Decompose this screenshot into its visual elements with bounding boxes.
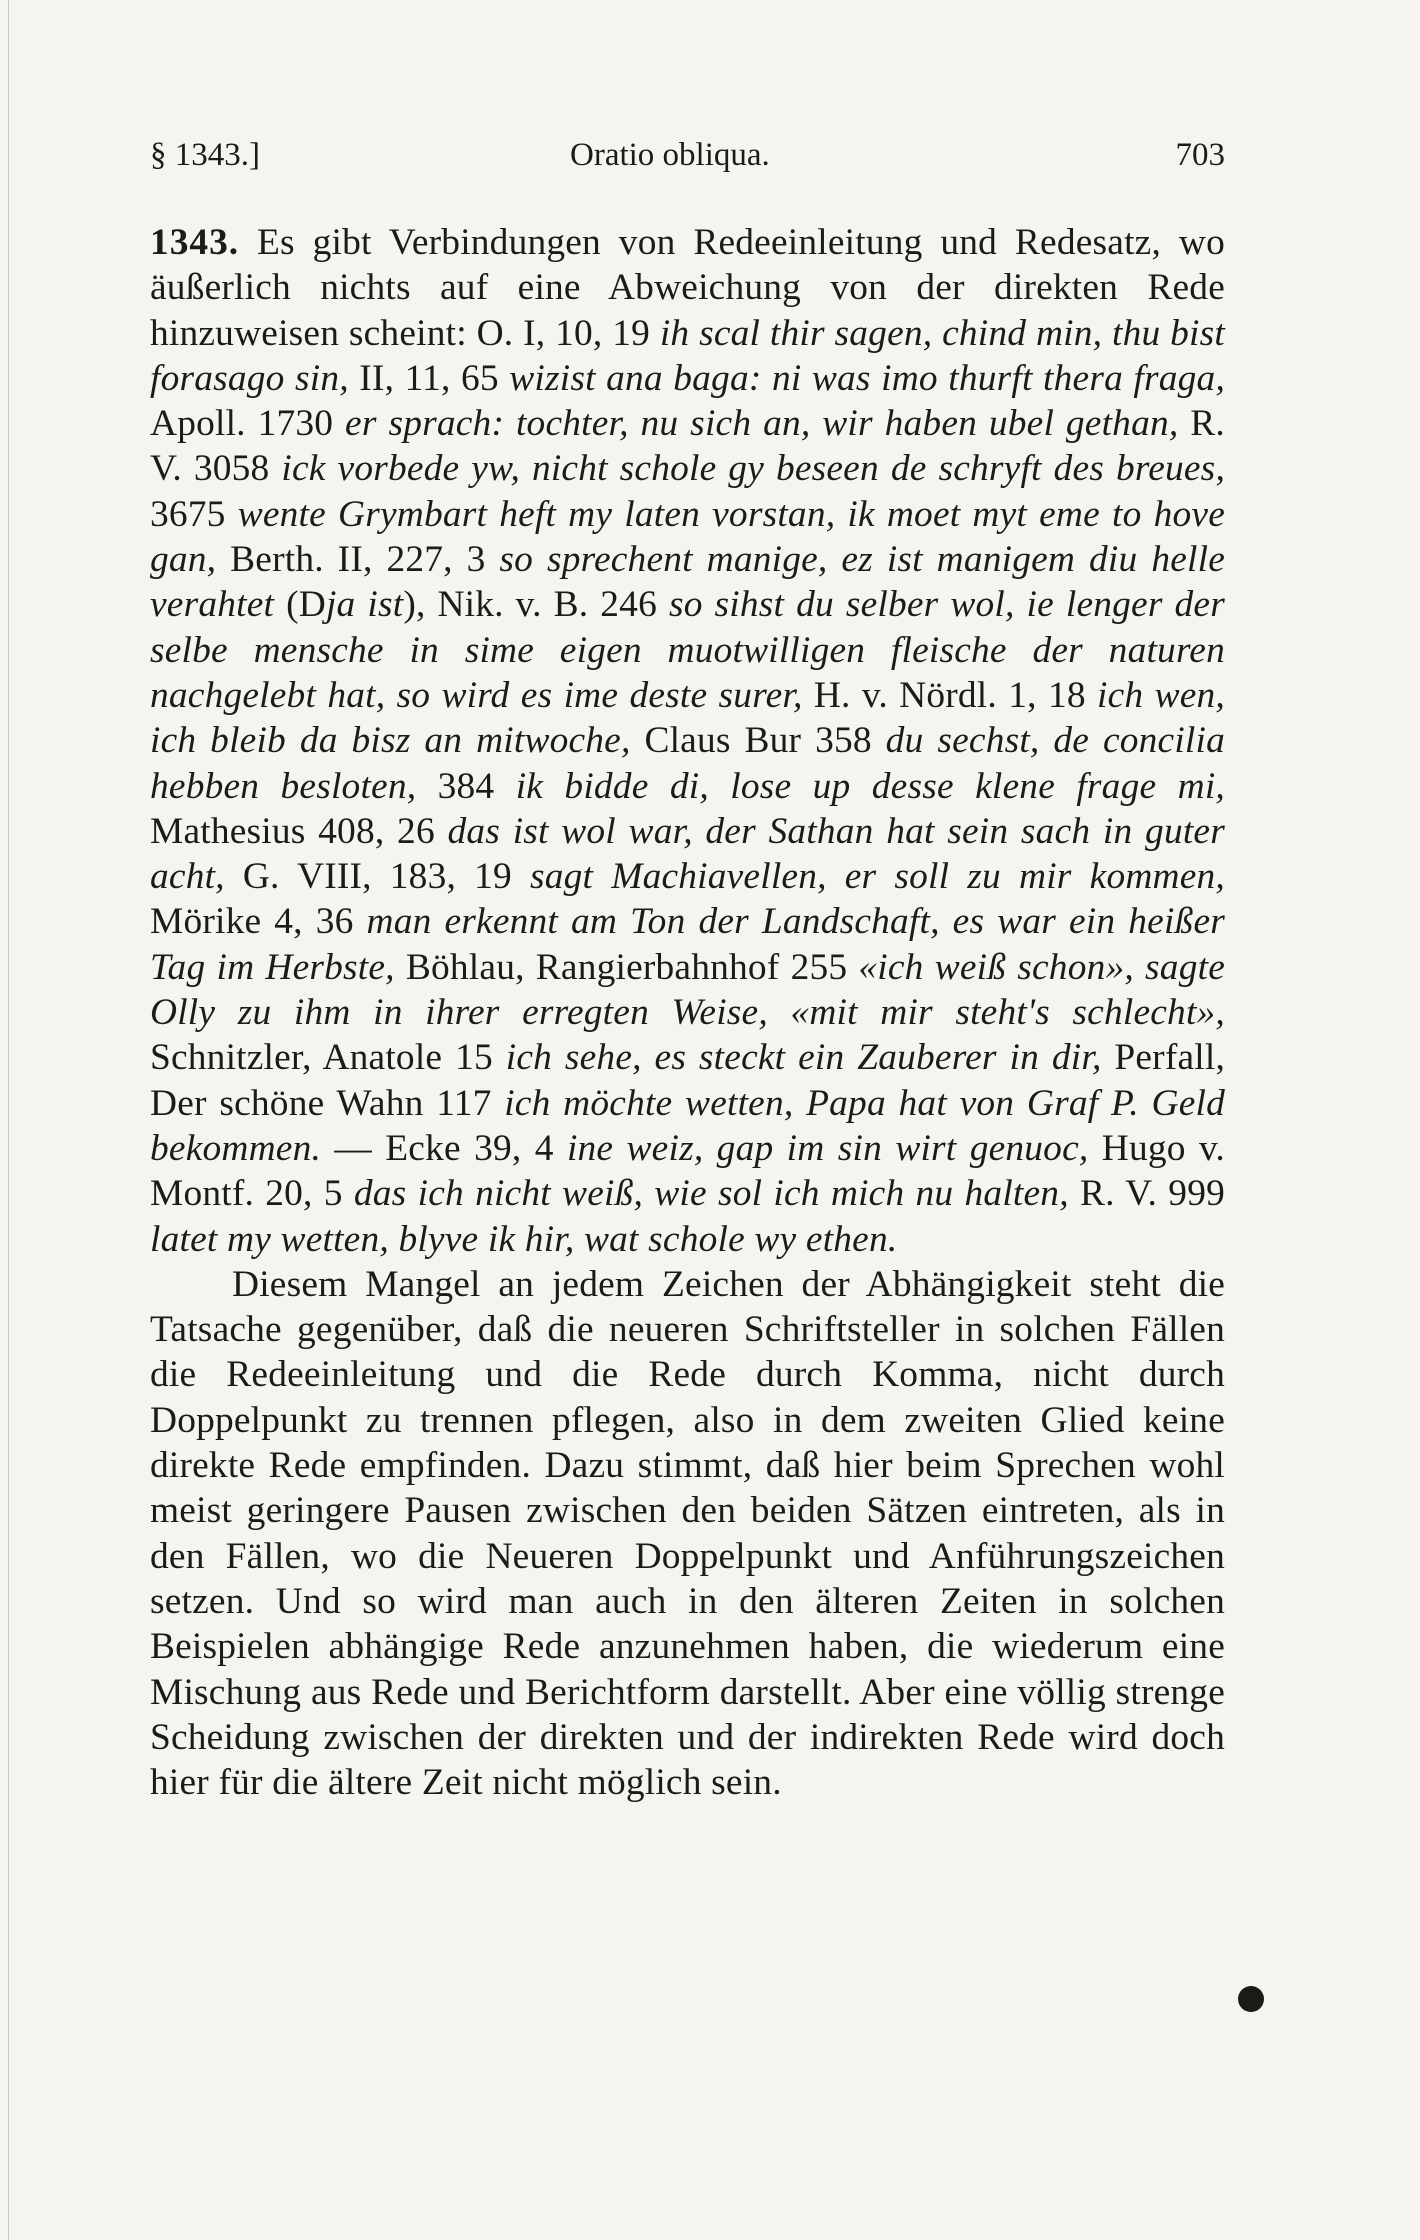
quote-segment: das ist wol war, der Sathan hat sein sach in guter acht, [150,810,1225,898]
quote-segment: ja ist [325,584,404,626]
page-edge-line [8,0,9,2240]
quote-segment: du sechst, de concilia hebben besloten, [150,720,1225,807]
book-page [150,130,1225,1805]
quote-segment: so sihst du selber wol, ie lenger der selbe mensche in sime eigen muotwilligen fleische der naturen nachgelebt hat, so wird es ime deste surer, [150,584,1225,716]
text-segment: Claus Bur 358 [644,720,872,762]
text-segment: Mörike 4, 36 [150,901,354,943]
text-segment: Mathesius 408, 26 [150,810,435,852]
quote-segment: wente Grymbart heft my laten vorstan, ik moet myt eme to hove gan, [150,493,1225,581]
text-segment: Böhlau, Rangierbahnhof 255 [405,946,848,988]
quote-segment: das ich nicht weiß, wie sol ich mich nu halten, [353,1173,1069,1215]
text-segment: 384 [437,765,495,807]
text-segment: R. V. 999 [1079,1173,1225,1215]
quote-segment: latet my wetten, blyve ik hir, wat schole wy ethen. [150,1218,898,1260]
quote-segment: ick vorbede yw, nicht schole gy beseen de schryft des breues, [281,448,1225,490]
paragraph-1343 [150,220,1225,1262]
page-number: 703 [1175,137,1225,173]
text-segment: Perfall, Der schöne Wahn 117 [150,1037,1225,1124]
text-segment: R. V. 3058 [150,403,1225,490]
text-segment: Apoll. 1730 [150,403,334,445]
quote-segment: ine weiz, gap im sin wirt genuoc, [566,1127,1089,1169]
quote-segment: ich wen, ich bleib da bisz an mitwoche, [150,674,1225,762]
text-segment: II, 11, 65 [359,357,499,399]
quote-segment: «ich weiß schon», sagte Olly zu ihm in ihrer erregten Weise, «mit mir steht's schlecht», [150,946,1225,1034]
quote-segment: sagt Machiavellen, er soll zu mir kommen, [530,856,1225,898]
text-segment: — Ecke 39, 4 [334,1127,554,1169]
page-body [150,220,1225,1805]
text-segment: Es gibt Verbindungen von Redeeinleitung und Redesatz, wo äußerlich nichts auf eine Abweichung von der direkten Rede hinzuweisen scheint: O. I, 10, 19 [150,222,1225,354]
quote-segment: ich möchte wetten, Papa hat von Graf P. Geld bekommen. [150,1082,1225,1169]
running-title: Oratio obliqua. [570,137,770,173]
quote-segment: ich sehe, es steckt ein Zauberer in dir, [505,1037,1102,1079]
text-segment: Schnitzler, Anatole 15 [150,1037,493,1079]
text-segment: G. VIII, 183, 19 [242,856,512,898]
text-segment: ), Nik. v. B. 246 [403,584,657,626]
quote-segment: ih scal thir sagen, chind min, thu bist forasago sin, [150,312,1225,399]
text-segment: Berth. II, 227, 3 [230,539,486,581]
text-segment: 3675 [150,493,226,535]
text-segment: (D [286,584,326,626]
paragraph-2: Diesem Mangel an jedem Zeichen der Abhängigkeit steht die Tatsache gegenüber, daß die neueren Schriftsteller in solchen Fällen die Redeeinleitung und die Rede durch Komma, nicht durch Doppelpunkt zu trennen pflegen, also in dem zweiten Glied keine direkte Rede empfinden. Dazu stimmt, daß hier beim Sprechen wohl meist geringere Pausen zwischen den beiden Sätzen eintreten, als in den Fällen, wo die Neueren Doppelpunkt und Anführungszeichen setzen. Und so wird man auch in den älteren Zeiten in solchen Beispielen abhängige Rede anzunehmen haben, die wiederum eine Mischung aus Rede und Berichtform darstellt. Aber eine völlig strenge Scheidung zwischen der direkten und der indirekten Rede wird doch hier für die ältere Zeit nicht möglich sein. [150,1263,1225,1804]
quote-segment: so sprechent manige, ez ist manigem diu helle verahtet [150,539,1225,626]
section-reference: § 1343.] [150,137,260,173]
running-header [150,130,1225,180]
text-segment: H. v. Nördl. 1, 18 [813,674,1086,716]
text-segment: Hugo v. Montf. 20, 5 [150,1127,1225,1215]
quote-segment: ik bidde di, lose up desse klene frage mi, [515,765,1225,807]
quote-segment: er sprach: tochter, nu sich an, wir haben ubel gethan, [345,403,1179,445]
ink-blot [1238,1986,1264,2012]
quote-segment: man erkennt am Ton der Landschaft, es war ein heißer Tag im Herbste, [150,901,1225,988]
paragraph-number: 1343. [150,222,240,263]
quote-segment: wizist ana baga: ni was imo thurft thera fraga, [509,357,1226,399]
